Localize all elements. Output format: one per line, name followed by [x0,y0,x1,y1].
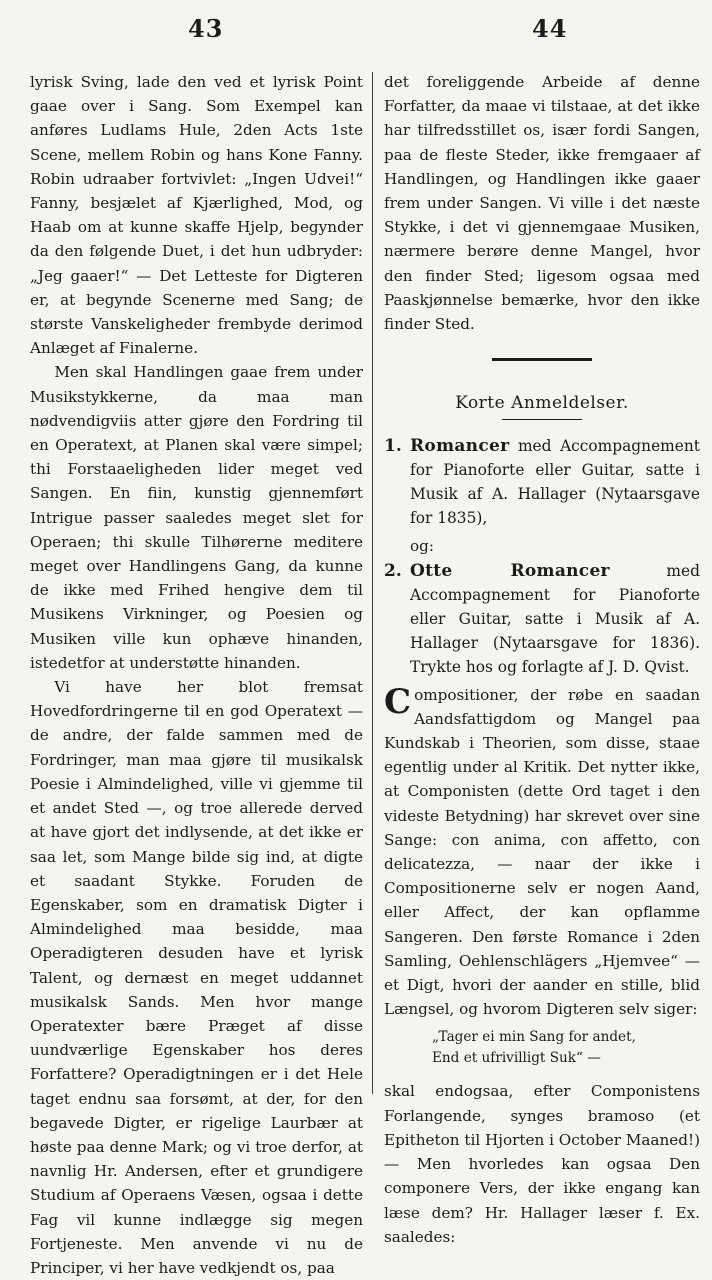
right-paragraph-3: skal endogsaa, efter Componistens Forlangende, synges bramoso (et Epitheton til Hjorten i October Maaned!) — Men hvorledes kan ogsaa Den componere Vers, der ikke engang kan læse dem? Hr. Hallager læser f. Ex. saaledes: [384,1082,700,1246]
review-1-text: med Accompagnement for Pianoforte eller Guitar, satte i Musik af A. Hallager (Nytaarsgave for 1835), [410,437,700,528]
page-number-left: 43 [188,14,224,43]
left-paragraph-3: Vi have her blot fremsat Hovedfordringerne til en god Operatext — de andre, der falde sammen med de Fordringer, man maa gjøre til musikalsk Poesie i Almindelighed, ville vi gjemme til et andet Sted —, og troe allerede derved at have gjort det indlysende, at det ikke er saa let, som Mange bilde sig ind, at digte et saadant Stykke. Foruden de Egenskaber, som en dramatisk Digter i Almindelighed maa besidde, maa Operadigteren desuden have et lyrisk Talent, og dernæst en meget uddannet musikalsk Sands. Men hvor mange Operatexter bære Præget af disse uundværlige Egenskaber hos deres Forfattere? Operadigtningen er i det Hele taget endnu saa forsømt, at der, for den begavede Digter, er rigelige Laurbær at høste paa denne Mark; og vi troe derfor, at navnlig Hr. Andersen, efter et grundigere Studium af Operaens Væsen, ogsaa i dette Fag vil kunne indlægge sig megen Fortjeneste. Men anvende vi nu de Principer, vi her have vedkjendt os, paa [30,678,363,1277]
review-1-number: 1. [384,436,402,457]
left-column [30,70,363,1280]
verse-line-2: End et ufrivilligt Suk“ — [432,1050,601,1067]
page-number-right: 44 [532,14,568,43]
review-item-2 [384,559,700,679]
review-1-body [410,434,700,530]
review-item-1 [384,434,700,530]
verse-quote [432,1027,700,1069]
section-title: Korte Anmeldelser. [455,393,629,414]
heavy-rule [492,358,592,361]
review-2-body [410,559,700,679]
review-paragraph [384,683,700,1022]
review-2-title: Otte Romancer [410,560,610,581]
review-2-number: 2. [384,560,402,581]
drop-cap: C [384,681,412,722]
left-paragraph-1: lyrisk Sving, lade den ved et lyrisk Point gaae over i Sang. Som Exempel kan anføres Ludlams Hule, 2den Acts 1ste Scene, mellem Robin og hans Kone Fanny. Robin udraaber fortvivlet: „Ingen Udvei!“ Fanny, besjælet af Kjærlighed, Mod, og Haab om at kunne skaffe Hjelp, begynder da den følgende Duet, i det hun udbryder: „Jeg gaaer!“ — Det Letteste for Digteren er, at begynde Scenerne med Sang; de største Vanskeligheder frembyde derimod Anlæget af Finalerne. [30,73,363,358]
column-divider [372,72,373,1094]
review-paragraph-text: ompositioner, der røbe en saadan Aandsfattigdom og Mangel paa Kundskab i Theorien, som disse, staae egentlig under al Kritik. Det nytter ikke, at Componisten (dette Ord taget i den videste Betydning) har skrevet over sine Sange: con anima, con affetto, con delicatezza, — naar der ikke i Compositionerne selv er nogen Aand, eller Affect, der kan opflamme Sangeren. Den første Romance i 2den Samling, Oehlenschlägers „Hjemvee“ — et Digt, hvori der aander en stille, blid Længsel, og hvorom Digteren selv siger: [384,685,700,1019]
left-paragraph-2: Men skal Handlingen gaae frem under Musikstykkerne, da maa man nødvendigviis atter gjøre den Fordring til en Operatext, at Planen skal være simpel; thi Forstaaeligheden lider meget ved Sangen. En fiin, kunstig gjennemført Intrigue passer saaledes meget slet for Operaen; thi skulle Tilhørerne meditere meget over Handlingens Gang, da kunne de ikke med Frihed hengive dem til Musikens Virkninger, og Poesien og Musiken ville kun ophæve hinanden, istedetfor at understøtte hinanden. [30,363,363,672]
review-1-title: Romancer [410,436,510,457]
review-2-text: med Accompagnement for Pianoforte eller Guitar, satte i Musik af A. Hallager (Nytaarsgave for 1836). Trykte hos og forlagte af J. D. Qvist. [410,561,700,676]
review-connector: og: [410,537,434,556]
right-column [384,70,700,1249]
verse-line-1: „Tager ei min Sang for andet, [432,1029,636,1046]
right-paragraph-1: det foreliggende Arbeide af denne Forfatter, da maae vi tilstaae, at det ikke har tilfredsstillet os, især fordi Sangen, paa de fleste Steder, ikke fremgaaer af Handlingen, og Handlingen ikke gaaer frem under Sangen. Vi ville i det næste Stykke, i det vi gjennemgaae Musiken, nærmere berøre denne Mangel, hvor den finder Sted; ligesom ogsaa med Paaskjønnelse bemærke, hvor den ikke finder Sted. [384,73,700,334]
title-underline [502,419,582,420]
